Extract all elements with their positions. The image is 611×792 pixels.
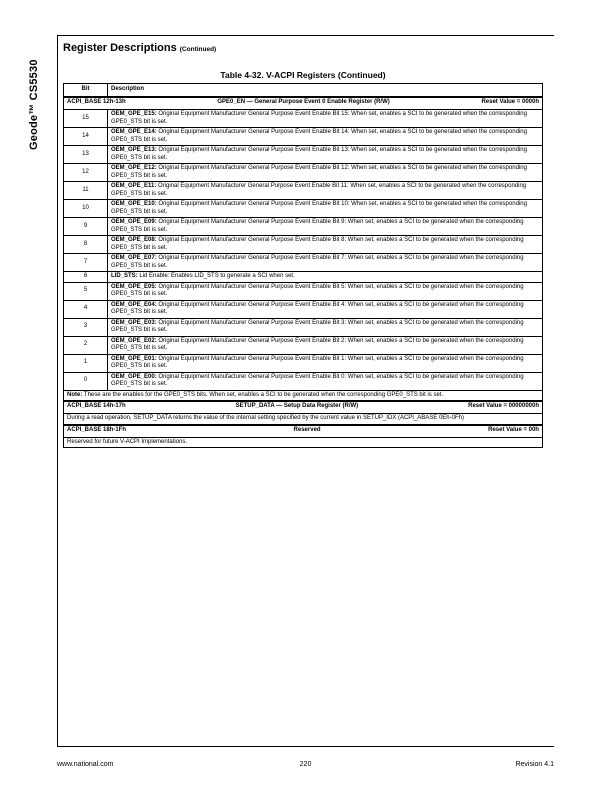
page-title bbox=[63, 42, 216, 54]
field-name: OEM_GPE_E07: bbox=[111, 255, 157, 261]
table-row bbox=[64, 254, 543, 272]
register-header-row bbox=[64, 97, 543, 110]
bit-description bbox=[108, 182, 543, 200]
field-text: Original Equipment Manufacturer General Purpose Event Enable Bit 13: When set, enables a SCI to be generated when the corresponding GPE0_STS bit is set. bbox=[111, 147, 527, 161]
table-header-row bbox=[64, 84, 543, 98]
bit-description bbox=[108, 254, 543, 272]
field-name: OEM_GPE_E12: bbox=[111, 165, 157, 171]
note-text: These are the enables for the GPE0_STS bits. When set, enables a SCI to be generated when the corresponding GPE0_STS bit is set. bbox=[82, 391, 444, 398]
field-text: Original Equipment Manufacturer General Purpose Event Enable Bit 0: When set, enables a SCI to be generated when the corresponding GPE0_STS bit is set. bbox=[111, 373, 524, 387]
field-name: OEM_GPE_E11: bbox=[111, 183, 157, 189]
bit-description bbox=[108, 354, 543, 372]
register-reset-value: Reset Value = 00h bbox=[488, 426, 539, 433]
field-text: Lid Enable: Enables LID_STS to generate a SCI when set. bbox=[137, 273, 295, 279]
bit-number: 9 bbox=[64, 218, 108, 236]
bit-description bbox=[108, 236, 543, 254]
note bbox=[64, 390, 543, 401]
page-title-main: Register Descriptions bbox=[63, 42, 177, 54]
table-row bbox=[64, 282, 543, 300]
field-name: OEM_GPE_E02: bbox=[111, 337, 157, 344]
field-name: OEM_GPE_E10: bbox=[111, 201, 157, 207]
bit-number: 14 bbox=[64, 128, 108, 146]
bit-number: 6 bbox=[64, 272, 108, 283]
table-row bbox=[64, 300, 543, 318]
field-text: Original Equipment Manufacturer General Purpose Event Enable Bit 3: When set, enables a SCI to be generated when the corresponding GPE0_STS bit is set. bbox=[111, 319, 524, 333]
table-row bbox=[64, 110, 543, 128]
field-name: OEM_GPE_E15: bbox=[111, 111, 157, 117]
field-name: OEM_GPE_E00: bbox=[111, 373, 157, 380]
field-text: Original Equipment Manufacturer General Purpose Event Enable Bit 14: When set, enables a SCI to be generated when the corresponding GPE0_STS bit is set. bbox=[111, 129, 527, 143]
table-row bbox=[64, 236, 543, 254]
bit-number: 5 bbox=[64, 282, 108, 300]
register-table bbox=[63, 83, 543, 448]
bit-number: 15 bbox=[64, 110, 108, 128]
register-name: SETUP_DATA — Setup Data Register (R/W) bbox=[235, 403, 359, 409]
footer-page-number: 220 bbox=[299, 761, 312, 768]
frame-divider bbox=[57, 35, 58, 747]
bit-number: 2 bbox=[64, 336, 108, 354]
field-name: LID_STS: bbox=[111, 273, 138, 279]
page-footer bbox=[57, 761, 554, 768]
footer-revision: Revision 4.1 bbox=[515, 761, 554, 768]
bit-number: 1 bbox=[64, 354, 108, 372]
bit-number: 0 bbox=[64, 372, 108, 390]
bit-description bbox=[108, 272, 543, 283]
frame-top-rule bbox=[57, 35, 554, 36]
register-header-content bbox=[67, 427, 539, 435]
register-name: Reserved bbox=[293, 426, 321, 433]
table-row bbox=[64, 372, 543, 390]
register-name: GPE0_EN — General Purpose Event 0 Enable Register (R/W) bbox=[217, 99, 390, 105]
bit-number: 7 bbox=[64, 254, 108, 272]
bit-description bbox=[108, 146, 543, 164]
register-offset: ACPI_BASE 14h-17h bbox=[67, 403, 126, 409]
field-name: OEM_GPE_E13: bbox=[111, 147, 157, 153]
register-reset-value: Reset Value = 0000h bbox=[481, 99, 539, 105]
bit-description bbox=[108, 372, 543, 390]
register-description-row bbox=[64, 414, 543, 425]
column-header-description: Description bbox=[108, 84, 543, 98]
bit-number: 3 bbox=[64, 318, 108, 336]
register-description: During a read operation, SETUP_DATA returns the value of the internal setting specified by the current value in SETUP_IDX (ACPI_ABASE 0Eh-0Fh) bbox=[64, 414, 543, 425]
table-caption: Table 4-32. V-ACPI Registers (Continued) bbox=[220, 70, 386, 80]
bit-number: 10 bbox=[64, 200, 108, 218]
bit-description bbox=[108, 282, 543, 300]
bit-number: 13 bbox=[64, 146, 108, 164]
field-text: Original Equipment Manufacturer General Purpose Event Enable Bit 1: When set, enables a SCI to be generated when the corresponding GPE0_STS bit is set. bbox=[111, 355, 524, 369]
table-row bbox=[64, 146, 543, 164]
field-text: Original Equipment Manufacturer General Purpose Event Enable Bit 7: When set, enables a SCI to be generated when the corresponding GPE0_STS bit is set. bbox=[111, 255, 524, 269]
table-row bbox=[64, 272, 543, 283]
bit-number: 4 bbox=[64, 300, 108, 318]
footer-website: www.national.com bbox=[57, 761, 114, 768]
bit-description bbox=[108, 318, 543, 336]
bit-description bbox=[108, 164, 543, 182]
register-header-row bbox=[64, 425, 543, 438]
table-row bbox=[64, 182, 543, 200]
field-text: Original Equipment Manufacturer General Purpose Event Enable Bit 8: When set, enables a SCI to be generated when the corresponding GPE0_STS bit is set. bbox=[111, 237, 524, 251]
note-row bbox=[64, 390, 543, 401]
register-description-row bbox=[64, 437, 543, 448]
field-text: Original Equipment Manufacturer General Purpose Event Enable Bit 10: When set, enables a SCI to be generated when the corresponding GPE0_STS bit is set. bbox=[111, 201, 527, 215]
bit-description bbox=[108, 336, 543, 354]
table-row bbox=[64, 336, 543, 354]
table-row bbox=[64, 318, 543, 336]
table-row bbox=[64, 354, 543, 372]
bit-description bbox=[108, 128, 543, 146]
register-header-content bbox=[67, 403, 539, 411]
register-header bbox=[64, 97, 543, 110]
field-text: Original Equipment Manufacturer General Purpose Event Enable Bit 5: When set, enables a SCI to be generated when the corresponding GPE0_STS bit is set. bbox=[111, 283, 524, 297]
field-text: Original Equipment Manufacturer General Purpose Event Enable Bit 2: When set, enables a SCI to be generated when the corresponding GPE0_STS bit is set. bbox=[111, 337, 524, 351]
field-text: Original Equipment Manufacturer General Purpose Event Enable Bit 12: When set, enables a SCI to be generated when the corresponding GPE0_STS bit is set. bbox=[111, 165, 527, 179]
register-header bbox=[64, 401, 543, 414]
register-header-row bbox=[64, 401, 543, 414]
bit-description bbox=[108, 200, 543, 218]
side-title bbox=[28, 40, 42, 150]
table-row bbox=[64, 218, 543, 236]
field-name: OEM_GPE_E01: bbox=[111, 355, 157, 362]
register-offset: ACPI_BASE 18h-1Fh bbox=[67, 426, 127, 433]
bit-description bbox=[108, 110, 543, 128]
field-name: OEM_GPE_E05: bbox=[111, 283, 157, 290]
field-text: Original Equipment Manufacturer General Purpose Event Enable Bit 9: When set, enables a SCI to be generated when the corresponding GPE0_STS bit is set. bbox=[111, 219, 524, 233]
field-text: Original Equipment Manufacturer General Purpose Event Enable Bit 11: When set, enables a SCI to be generated when the corresponding GPE0_STS bit is set. bbox=[111, 183, 527, 197]
field-name: OEM_GPE_E04: bbox=[111, 301, 157, 308]
register-header bbox=[64, 425, 543, 438]
bit-number: 12 bbox=[64, 164, 108, 182]
note-label: Note: bbox=[67, 391, 83, 398]
table-row bbox=[64, 200, 543, 218]
bit-description bbox=[108, 218, 543, 236]
table-row bbox=[64, 164, 543, 182]
field-name: OEM_GPE_E03: bbox=[111, 319, 157, 326]
column-header-bit: Bit bbox=[64, 84, 108, 98]
field-text: Original Equipment Manufacturer General Purpose Event Enable Bit 15: When set, enables a SCI to be generated when the corresponding GPE0_STS bit is set. bbox=[111, 111, 527, 125]
bit-description bbox=[108, 300, 543, 318]
bit-number: 8 bbox=[64, 236, 108, 254]
field-text: Original Equipment Manufacturer General Purpose Event Enable Bit 4: When set, enables a SCI to be generated when the corresponding GPE0_STS bit is set. bbox=[111, 301, 524, 315]
product-name: Geode™ CS5530 bbox=[28, 59, 40, 150]
bit-number: 11 bbox=[64, 182, 108, 200]
page-title-sub: (Continued) bbox=[179, 46, 217, 53]
table-row bbox=[64, 128, 543, 146]
field-name: OEM_GPE_E09: bbox=[111, 219, 157, 225]
register-reset-value: Reset Value = 00000000h bbox=[468, 403, 539, 409]
field-name: OEM_GPE_E08: bbox=[111, 237, 157, 243]
register-offset: ACPI_BASE 12h-13h bbox=[67, 99, 126, 105]
field-name: OEM_GPE_E14: bbox=[111, 129, 157, 135]
frame-bottom-rule bbox=[57, 746, 554, 747]
register-description: Reserved for future V-ACPI Implementations. bbox=[64, 437, 543, 448]
note-content bbox=[67, 392, 539, 400]
register-header-content bbox=[67, 99, 539, 107]
